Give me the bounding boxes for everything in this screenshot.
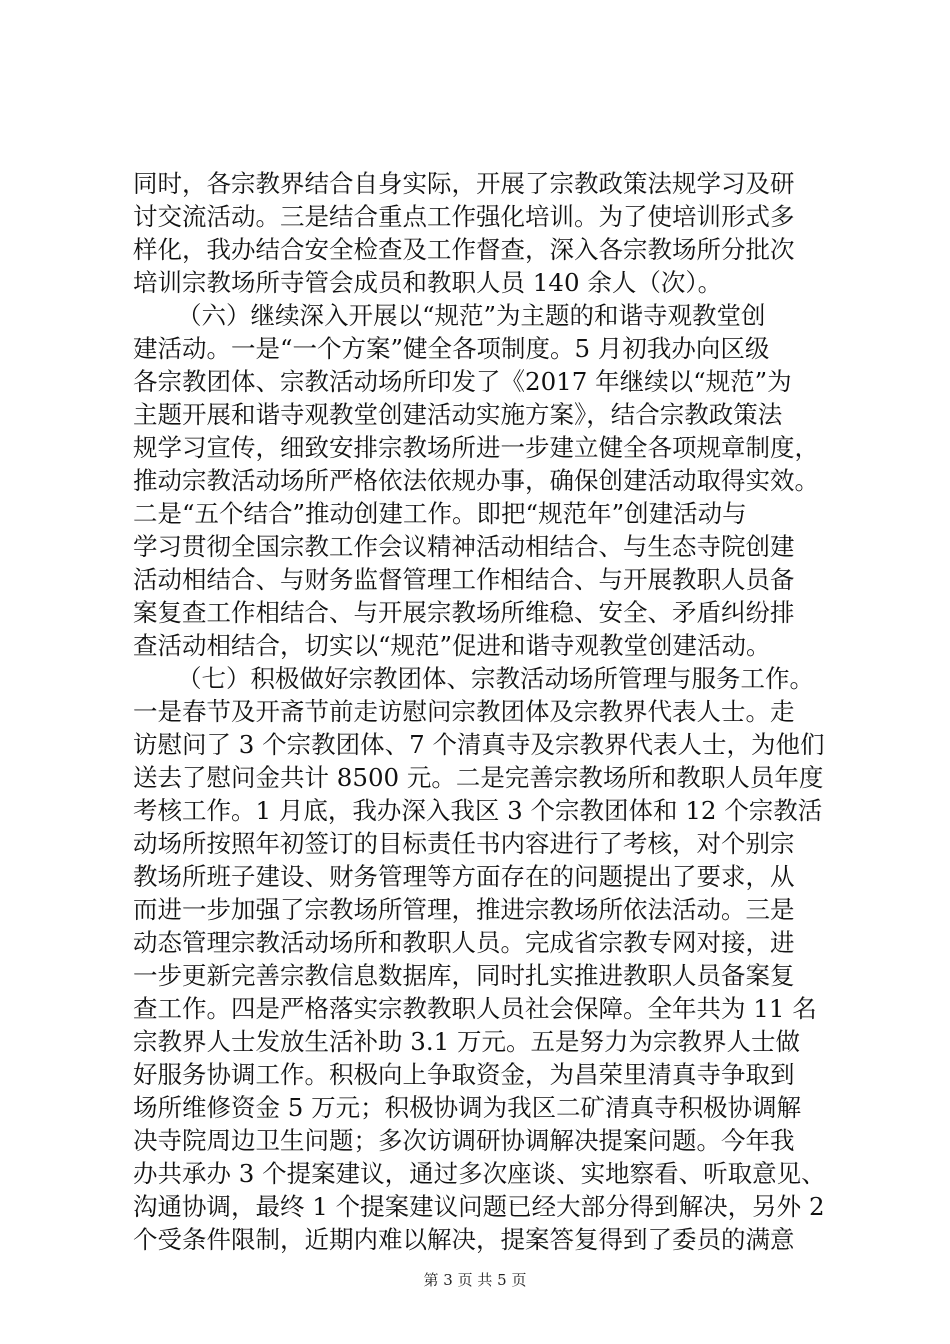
text-line: 决寺院周边卫生问题；多次访调研协调解决提案问题。今年我	[133, 1126, 795, 1155]
text-line: 学习贯彻全国宗教工作会议精神活动相结合、与生态寺院创建	[133, 532, 795, 561]
section-heading-line: （六）继续深入开展以“规范”为主题的和谐寺观教堂创	[177, 301, 766, 330]
text-line: 同时，各宗教界结合自身实际，开展了宗教政策法规学习及研	[133, 169, 795, 198]
text-line: 一步更新完善宗教信息数据库，同时扎实推进教职人员备案复	[133, 961, 795, 990]
document-body	[133, 167, 833, 1256]
text-line: 案复查工作相结合、与开展宗教场所维稳、安全、矛盾纠纷排	[133, 598, 795, 627]
text-line: 动场所按照年初签订的目标责任书内容进行了考核，对个别宗	[133, 829, 795, 858]
text-line: 沟通协调，最终 1 个提案建议问题已经大部分得到解决，另外 2	[133, 1192, 825, 1221]
text-line: 规学习宣传，细致安排宗教场所进一步建立健全各项规章制度，	[133, 433, 819, 462]
text-line: 查活动相结合，切实以“规范”促进和谐寺观教堂创建活动。	[133, 631, 771, 660]
text-line: 而进一步加强了宗教场所管理，推进宗教场所依法活动。三是	[133, 895, 795, 924]
text-line: 一是春节及开斋节前走访慰问宗教团体及宗教界代表人士。走	[133, 697, 795, 726]
text-line: 考核工作。1 月底，我办深入我区 3 个宗教团体和 12 个宗教活	[133, 796, 823, 825]
text-line: 好服务协调工作。积极向上争取资金，为昌荣里清真寺争取到	[133, 1060, 795, 1089]
text-line: 访慰问了 3 个宗教团体、7 个清真寺及宗教界代表人士，为他们	[133, 730, 825, 759]
text-line: 个受条件限制，近期内难以解决，提案答复得到了委员的满意	[133, 1225, 795, 1254]
text-line: 推动宗教活动场所严格依法依规办事，确保创建活动取得实效。	[133, 466, 819, 495]
text-line: 培训宗教场所寺管会成员和教职人员 140 余人（次）。	[133, 268, 723, 297]
text-line: 教场所班子建设、财务管理等方面存在的问题提出了要求，从	[133, 862, 795, 891]
page-number-footer: 第 3 页 共 5 页	[423, 1271, 527, 1289]
text-line: 主题开展和谐寺观教堂创建活动实施方案》，结合宗教政策法	[133, 400, 783, 429]
text-line: 宗教界人士发放生活补助 3.1 万元。五是努力为宗教界人士做	[133, 1027, 801, 1056]
text-line: 样化，我办结合安全检查及工作督查，深入各宗教场所分批次	[133, 235, 795, 264]
text-line: 办共承办 3 个提案建议，通过多次座谈、实地察看、听取意见、	[133, 1159, 826, 1188]
text-line: 各宗教团体、宗教活动场所印发了《2017 年继续以“规范”为	[133, 367, 792, 396]
text-line: 讨交流活动。三是结合重点工作强化培训。为了使培训形式多	[133, 202, 795, 231]
text-line: 动态管理宗教活动场所和教职人员。完成省宗教专网对接，进	[133, 928, 795, 957]
text-line: 活动相结合、与财务监督管理工作相结合、与开展教职人员备	[133, 565, 795, 594]
text-line: 场所维修资金 5 万元；积极协调为我区二矿清真寺积极协调解	[133, 1093, 802, 1122]
text-line: 二是“五个结合”推动创建工作。即把“规范年”创建活动与	[133, 499, 747, 528]
text-line: 建活动。一是“一个方案”健全各项制度。5 月初我办向区级	[133, 334, 770, 363]
section-heading-line: （七）积极做好宗教团体、宗教活动场所管理与服务工作。	[177, 664, 814, 693]
text-line: 送去了慰问金共计 8500 元。二是完善宗教场所和教职人员年度	[133, 763, 824, 792]
text-line: 查工作。四是严格落实宗教教职人员社会保障。全年共为 11 名	[133, 994, 817, 1023]
